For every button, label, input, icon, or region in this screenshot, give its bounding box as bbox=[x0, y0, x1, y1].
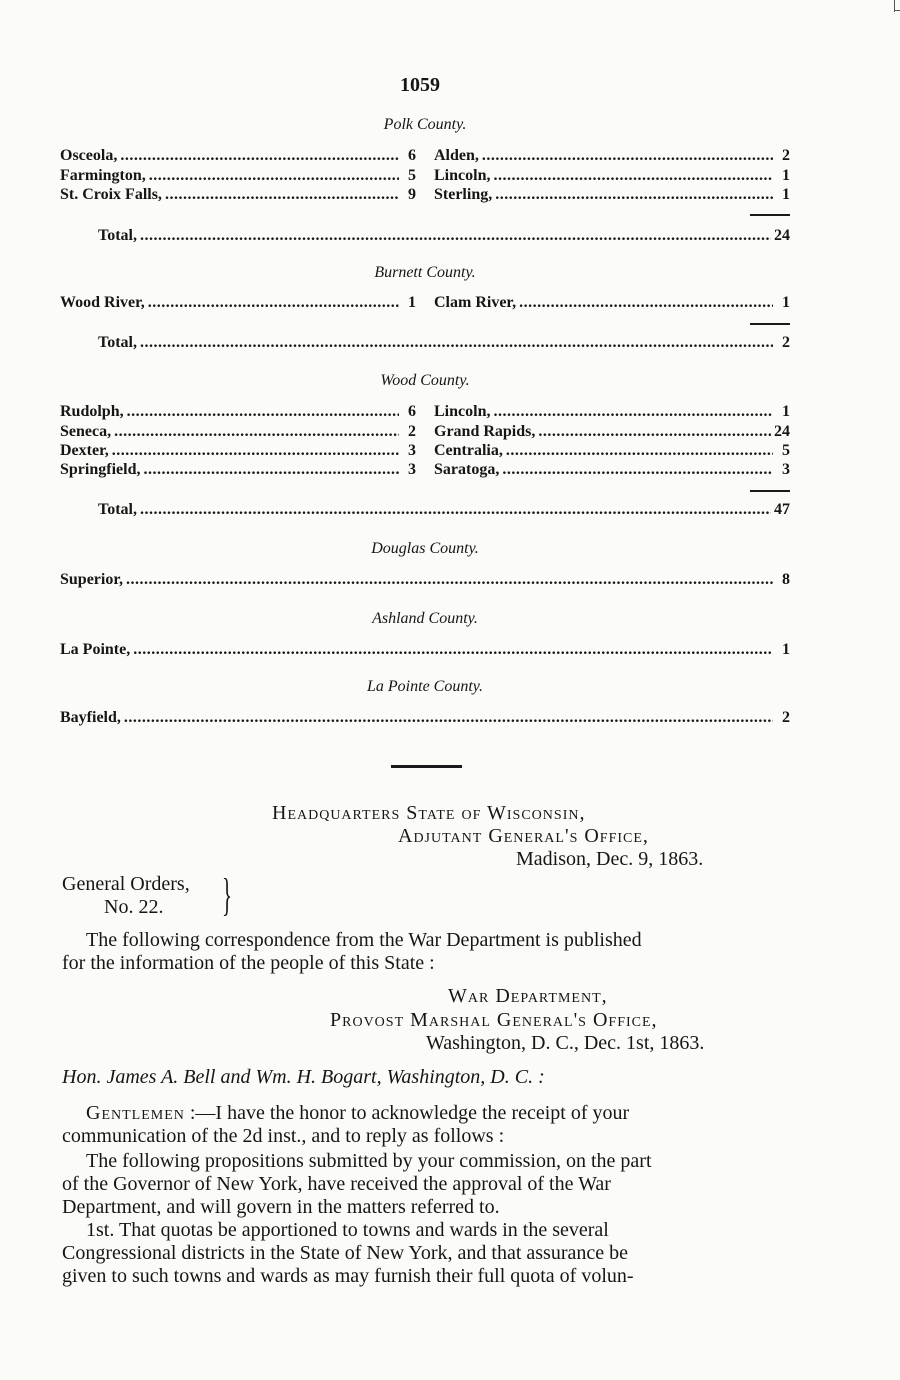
list-item: Lincoln, ..... 1 bbox=[434, 166, 790, 186]
provost-office-line: Provost Marshal General's Office, bbox=[330, 1009, 658, 1031]
salutation: Gentlemen bbox=[86, 1102, 185, 1124]
page-edge-mark bbox=[894, 10, 900, 11]
section-divider bbox=[391, 765, 462, 768]
total-row-burnett: Total, ..... 2 bbox=[98, 333, 790, 353]
list-item: Superior, ..... 8 bbox=[60, 570, 790, 590]
paragraph-line: Department, and will govern in the matters referred to. bbox=[62, 1196, 500, 1218]
list-item: Seneca, ..... 2 bbox=[60, 422, 416, 442]
headquarters-line: Headquarters State of Wisconsin, bbox=[272, 802, 586, 824]
list-item: Wood River, ..... 1 bbox=[60, 293, 416, 313]
order-number: No. 22. bbox=[104, 896, 164, 918]
brace-icon: } bbox=[222, 869, 232, 920]
paragraph-line: The following propositions submitted by your commission, on the part bbox=[86, 1150, 652, 1172]
total-row-polk: Total, ..... 24 bbox=[98, 226, 790, 246]
list-item: Lincoln, ..... 1 bbox=[434, 402, 790, 422]
date-line: Madison, Dec. 9, 1863. bbox=[516, 848, 704, 870]
list-item: Grand Rapids, ..... 24 bbox=[434, 422, 790, 442]
list-item: Centralia, ..... 5 bbox=[434, 441, 790, 461]
paragraph-line: 1st. That quotas be apportioned to towns and wards in the several bbox=[86, 1219, 609, 1241]
list-item: La Pointe, ..... 1 bbox=[60, 640, 790, 660]
sum-rule bbox=[750, 490, 790, 492]
intro-line: The following correspondence from the War Department is published bbox=[86, 929, 642, 951]
sum-rule bbox=[750, 323, 790, 325]
paragraph-line: communication of the 2d inst., and to reply as follows : bbox=[62, 1125, 505, 1147]
county-heading-la-pointe: La Pointe County. bbox=[367, 678, 483, 695]
county-heading-burnett: Burnett County. bbox=[374, 264, 476, 281]
list-item: St. Croix Falls, ..... 9 bbox=[60, 185, 416, 205]
county-heading-wood: Wood County. bbox=[380, 372, 470, 389]
general-orders-label: General Orders, bbox=[62, 873, 190, 895]
list-item: Osceola, ..... 6 bbox=[60, 146, 416, 166]
paragraph-line: of the Governor of New York, have received the approval of the War bbox=[62, 1173, 611, 1195]
list-item: Springfield, ..... 3 bbox=[60, 460, 416, 480]
intro-line: for the information of the people of this State : bbox=[62, 952, 435, 974]
county-heading-douglas: Douglas County. bbox=[371, 540, 479, 557]
list-item: Rudolph, ..... 6 bbox=[60, 402, 416, 422]
sum-rule bbox=[750, 214, 790, 216]
page-number: 1059 bbox=[400, 74, 440, 96]
list-item: Dexter, ..... 3 bbox=[60, 441, 416, 461]
paragraph-line: Congressional districts in the State of New York, and that assurance be bbox=[62, 1242, 629, 1264]
list-item: Bayfield, ..... 2 bbox=[60, 708, 790, 728]
county-heading-ashland: Ashland County. bbox=[372, 610, 478, 627]
list-item: Sterling, ..... 1 bbox=[434, 185, 790, 205]
paragraph-line: given to such towns and wards as may furnish their full quota of volun- bbox=[62, 1265, 634, 1287]
letter-date-line: Washington, D. C., Dec. 1st, 1863. bbox=[426, 1032, 705, 1054]
addressee: Hon. James A. Bell and Wm. H. Bogart, Washington, D. C. : bbox=[62, 1066, 545, 1088]
list-item: Farmington, ..... 5 bbox=[60, 166, 416, 186]
list-item: Alden, ..... 2 bbox=[434, 146, 790, 166]
county-heading-polk: Polk County. bbox=[383, 116, 467, 133]
office-line: Adjutant General's Office, bbox=[398, 825, 649, 847]
list-item: Clam River, ..... 1 bbox=[434, 293, 790, 313]
war-department-line: War Department, bbox=[448, 985, 608, 1007]
total-row-wood: Total, ..... 47 bbox=[98, 500, 790, 520]
paragraph-line: Gentlemen :—I have the honor to acknowledge the receipt of your bbox=[86, 1102, 630, 1124]
list-item: Saratoga, ..... 3 bbox=[434, 460, 790, 480]
